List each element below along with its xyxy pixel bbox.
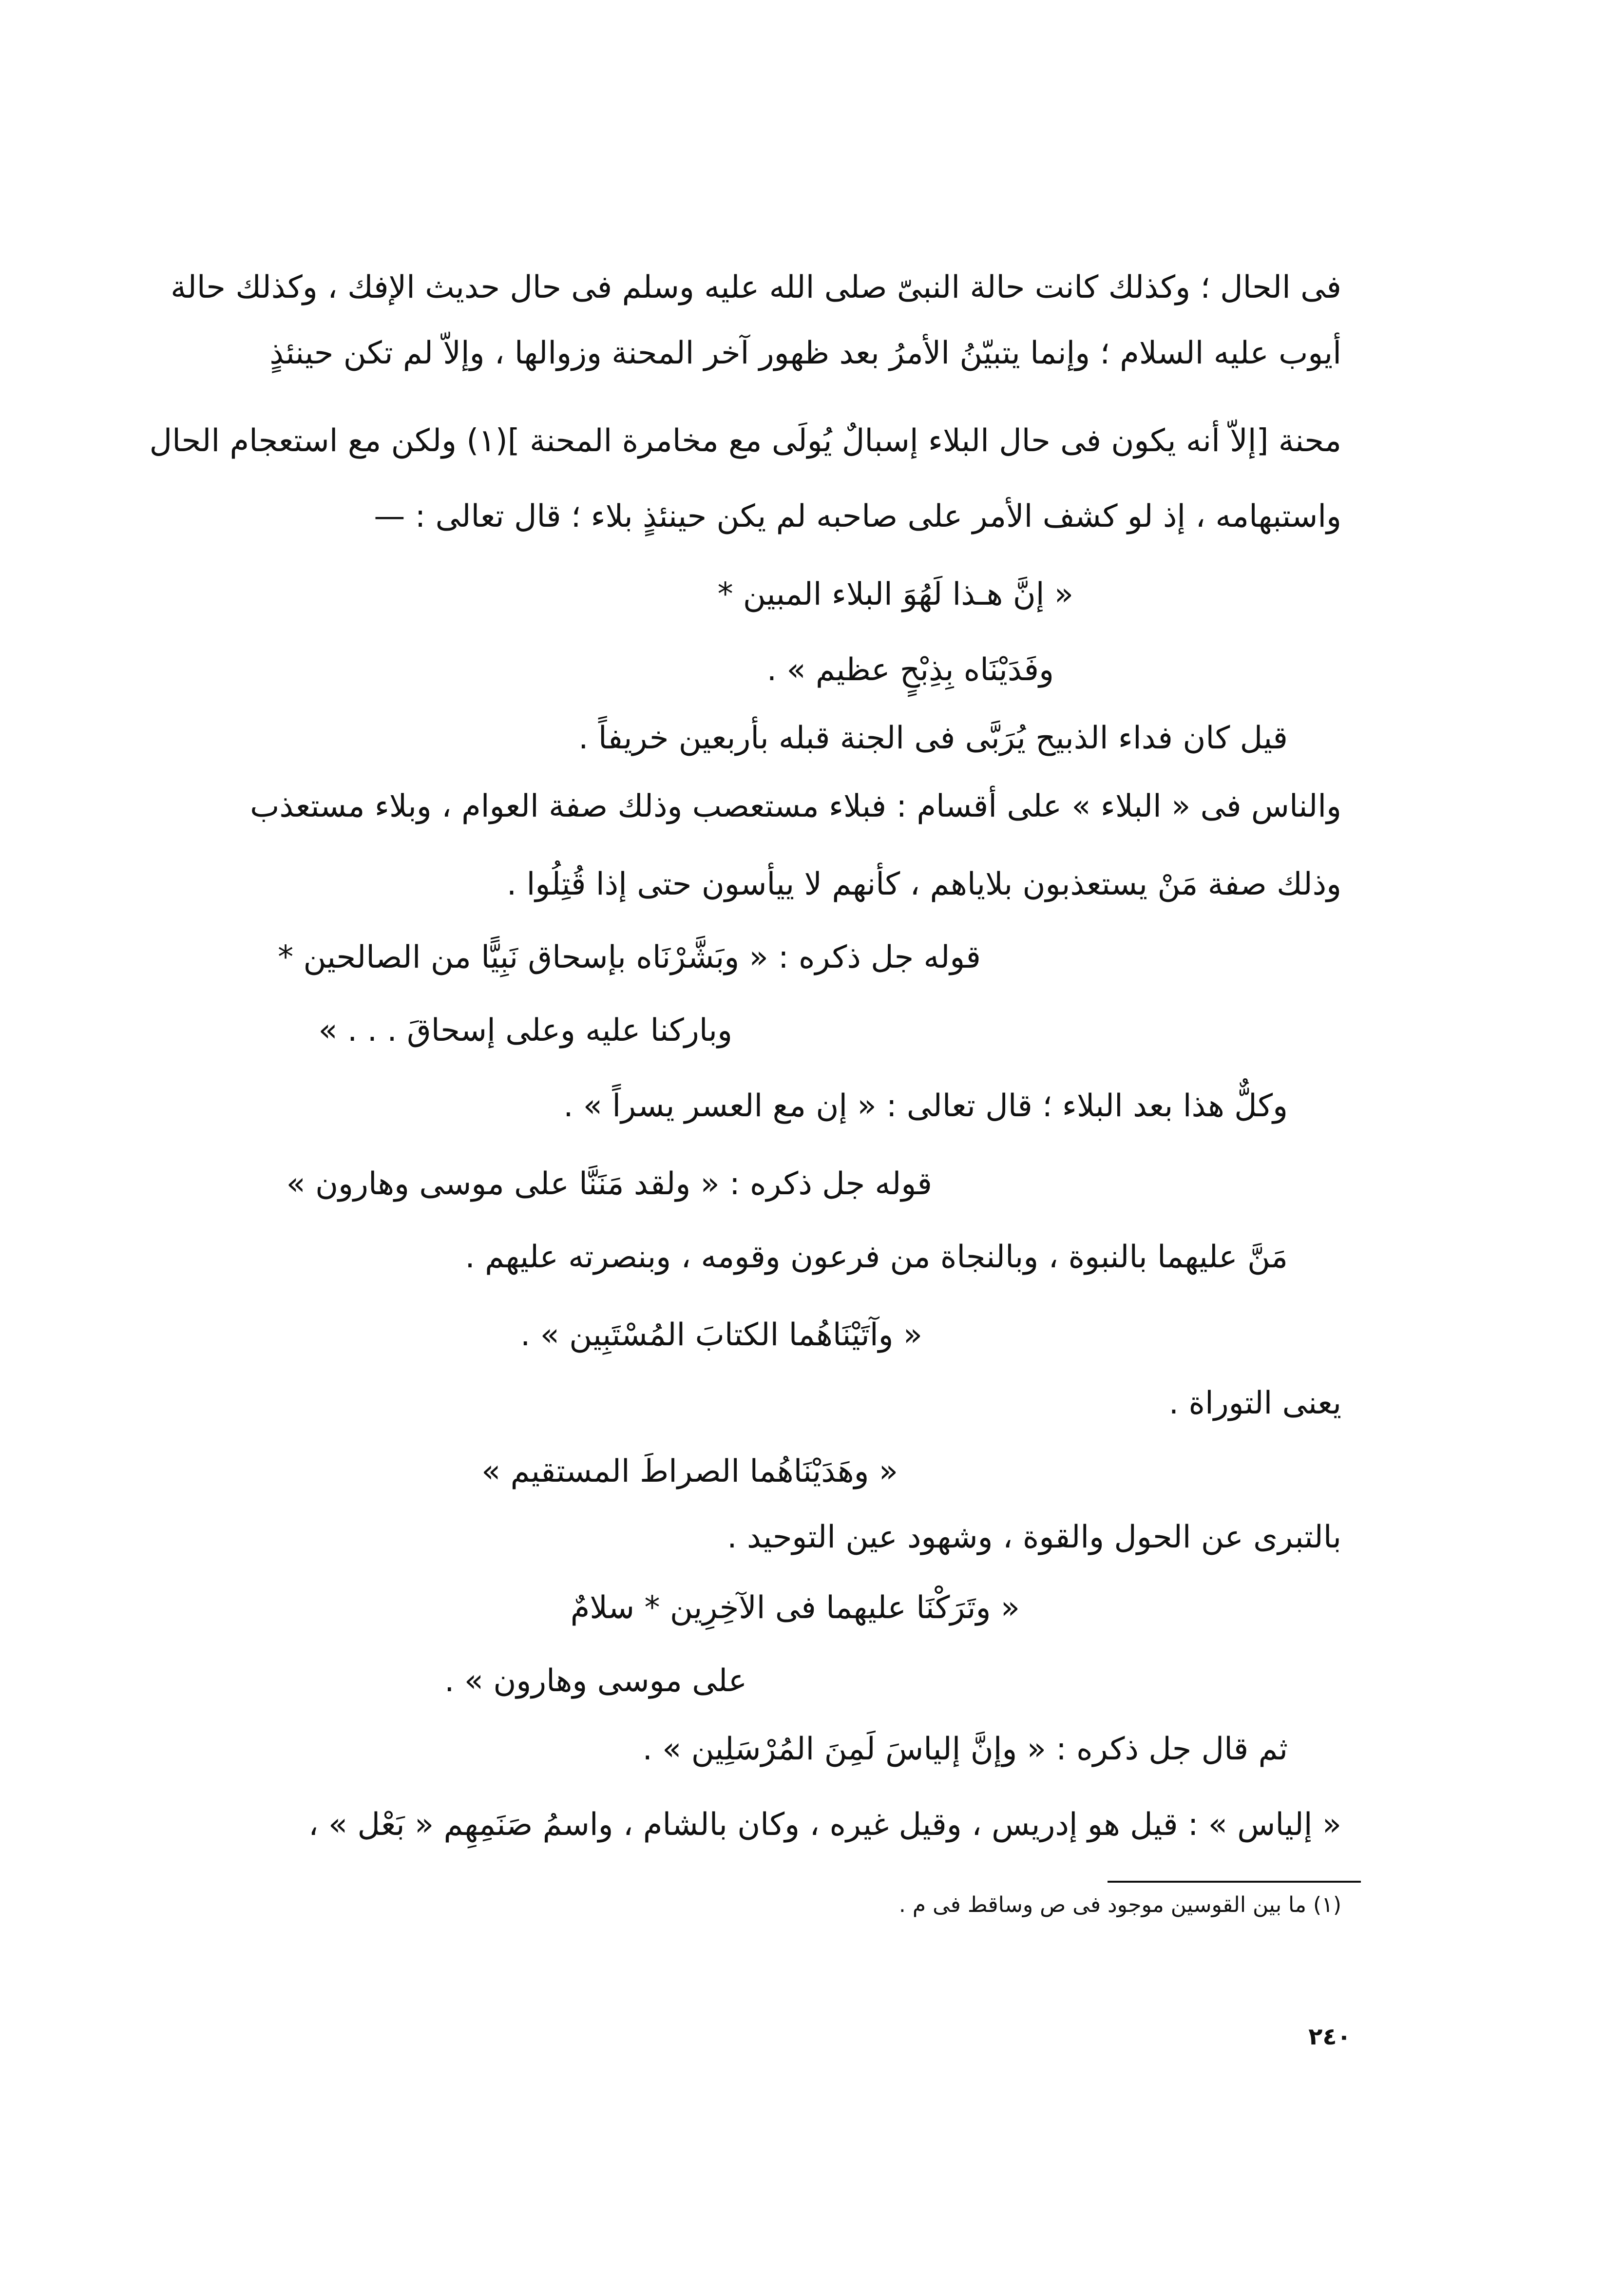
page-number: ٢٤٠ [1308,2023,1351,2050]
footnote-divider [1108,1881,1361,1883]
body-line-13: « إلياس » : قيل هو إدريس ، وقيل غيره ، وكان بالشام ، واسمُ صَنَمِهِم « بَعْل » ، [308,1807,1341,1843]
body-line-10: يعنى التوراة . [1168,1385,1341,1421]
body-line-8: وكلٌّ هذا بعد البلاء ؛ قال تعالى : « إن مع العسر يسراً » . [563,1088,1288,1124]
verse-line-4: وباركنا عليه وعلى إسحاقَ . . . » [318,1012,732,1049]
verse-line-2: وفَدَيْنَاه بِذِبْحٍ عظيم » . [766,652,1054,688]
body-line-11: بالتبرى عن الحول والقوة ، وشهود عين التوحيد . [727,1519,1341,1555]
body-line-9: مَنَّ عليهما بالنبوة ، وبالنجاة من فرعون وقومه ، وبنصرته عليهم . [465,1239,1288,1275]
body-line-7: وذلك صفة مَنْ يستعذبون بلاياهم ، كأنهم لا ييأسون حتى إذا قُتِلُوا . [506,866,1341,902]
body-line-5: قيل كان فداء الذبيح يُرَبَّى فى الجنة قبله بأربعين خريفاً . [578,720,1288,756]
body-line-1: فى الحال ؛ وكذلك كانت حالة النبىّ صلى الله عليه وسلم فى حال حديث الإفك ، وكذلك حالة [171,269,1341,305]
verse-line-5: قوله جل ذكره : « ولقد مَنَنَّا على موسى وهارون » [286,1166,932,1202]
verse-line-3: قوله جل ذكره : « وبَشَّرْنَاه بإسحاق نَبِيًّا من الصالحين * [278,939,981,975]
footnote: (١) ما بين القوسين موجود فى ص وساقط فى م . [898,1892,1341,1917]
body-line-4: واستبهامه ، إذ لو كشف الأمر على صاحبه لم يكن حينئذٍ بلاء ؛ قال تعالى : — [374,498,1341,535]
verse-line-9: على موسى وهارون » . [444,1663,747,1699]
body-line-3: محنة [إلاّ أنه يكون فى حال البلاء إسبالٌ يُولَى مع مخامرة المحنة ](١) ولكن مع استعجام الحال [149,423,1341,459]
body-line-2: أيوب عليه السلام ؛ وإنما يتبيّنُ الأمرُ بعد ظهور آخر المحنة وزوالها ، وإلاّ لم تكن حينئذٍ [269,335,1341,371]
verse-line-6: « وآتَيْنَاهُما الكتابَ المُسْتَبِين » . [520,1317,922,1353]
verse-line-1: « إنَّ هـذا لَهُوَ البلاء المبين * [717,576,1073,612]
body-line-6: والناس فى « البلاء » على أقسام : فبلاء مستعصب وذلك صفة العوام ، وبلاء مستعذب [250,788,1341,824]
verse-line-8: « وتَرَكْنَا عليهما فى الآخِرِين * سلامٌ [570,1590,1020,1626]
verse-line-7: « وهَدَيْنَاهُما الصراطَ المستقيم » [481,1453,898,1489]
body-line-12: ثم قال جل ذكره : « وإنَّ إلياسَ لَمِنَ المُرْسَلِين » . [642,1731,1288,1767]
